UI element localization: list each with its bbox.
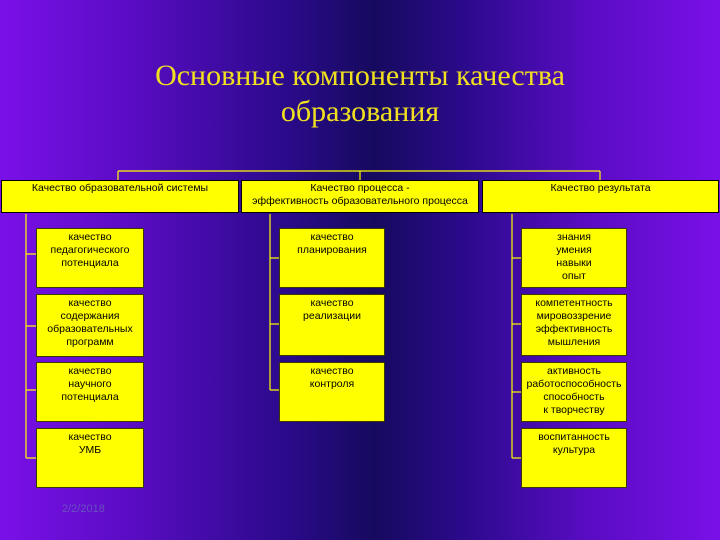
item-line: содержания	[60, 310, 120, 322]
item-line: мышления	[547, 336, 601, 348]
item-line: качество	[310, 297, 354, 309]
item-line: реализации	[303, 310, 361, 322]
item-line: программ	[66, 336, 114, 348]
item-line: способность	[543, 391, 605, 403]
item-pedagogical-potential	[36, 228, 144, 288]
item-competence-worldview	[521, 294, 627, 356]
item-line: потенциала	[61, 391, 119, 403]
item-line: качество	[68, 365, 112, 377]
item-line: УМБ	[78, 444, 102, 456]
item-line: активность	[547, 365, 601, 377]
item-activity-creativity	[521, 362, 627, 422]
header-result-quality	[482, 180, 719, 213]
item-upbringing-culture	[521, 428, 627, 488]
item-line: научного	[68, 378, 112, 390]
header-process-quality	[241, 180, 479, 213]
item-line: контроля	[309, 378, 355, 390]
item-line: к творчеству	[543, 404, 605, 416]
slide-title-line-1: Основные компоненты качества	[155, 59, 565, 92]
slide-title-line-2: образования	[280, 95, 440, 128]
header-line: Качество результата	[550, 182, 651, 194]
header-line: эффективность образовательного процесса	[252, 195, 468, 207]
header-education-system	[1, 180, 239, 213]
item-line: образовательных	[47, 323, 133, 335]
item-line: качество	[68, 231, 112, 243]
item-line: навыки	[556, 257, 592, 269]
item-control	[279, 362, 385, 422]
slide-date: 2/2/2018	[62, 503, 105, 515]
item-line: потенциала	[61, 257, 119, 269]
item-line: качество	[68, 297, 112, 309]
item-line: качество	[310, 231, 354, 243]
item-line: культура	[552, 444, 596, 456]
item-line: качество	[310, 365, 354, 377]
item-line: воспитанность	[538, 431, 610, 443]
item-line: умения	[556, 244, 592, 256]
item-line: знания	[557, 231, 591, 243]
item-line: работоспособность	[526, 378, 622, 390]
item-planning	[279, 228, 385, 288]
item-line: эффективность	[535, 323, 613, 335]
item-line: мировоззрение	[536, 310, 612, 322]
item-umb	[36, 428, 144, 488]
item-knowledge-skills	[521, 228, 627, 288]
item-program-content	[36, 294, 144, 357]
item-scientific-potential	[36, 362, 144, 422]
item-line: качество	[68, 431, 112, 443]
item-line: компетентность	[535, 297, 613, 309]
item-line: опыт	[562, 270, 586, 282]
header-line: Качество процесса -	[310, 182, 410, 194]
item-line: педагогического	[50, 244, 130, 256]
item-line: планирования	[297, 244, 367, 256]
item-implementation	[279, 294, 385, 356]
header-line: Качество образовательной системы	[31, 182, 209, 194]
